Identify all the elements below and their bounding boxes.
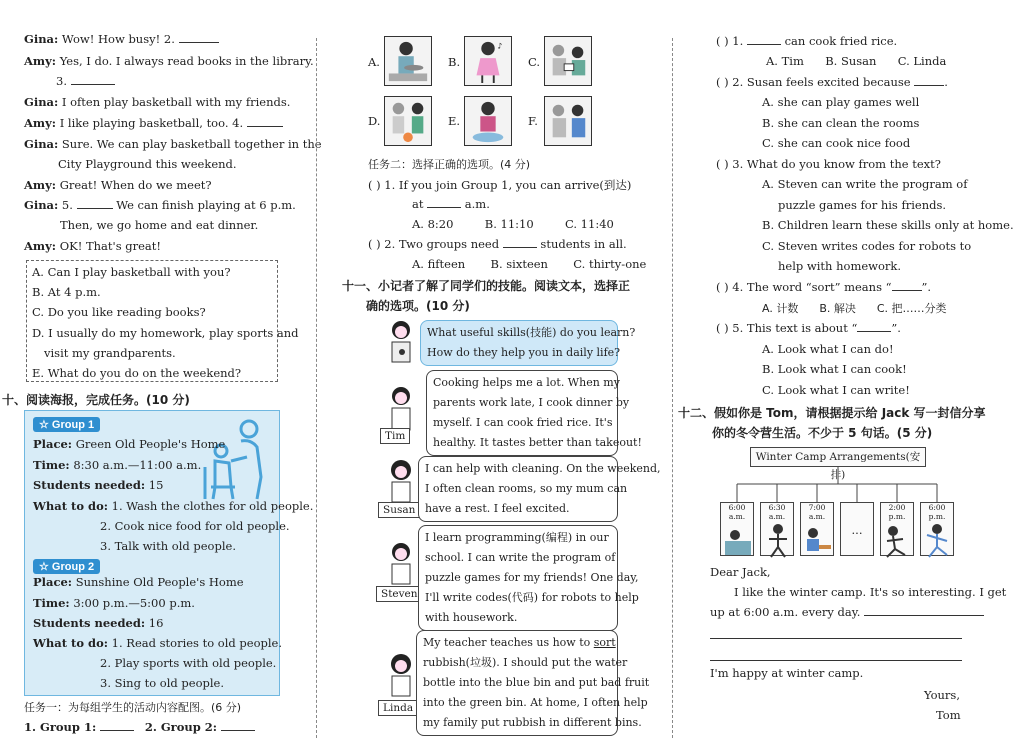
breakfast-icon bbox=[801, 521, 835, 561]
letter-signature: Tom bbox=[936, 708, 961, 722]
susan-line: I often clean rooms, so my mum can bbox=[425, 482, 628, 495]
answer-blank-2[interactable] bbox=[179, 42, 219, 43]
group-1-badge bbox=[33, 417, 100, 432]
option[interactable]: B. sixteen bbox=[490, 257, 548, 271]
answer-blank-group-2[interactable] bbox=[221, 730, 255, 731]
star-icon: ☆ bbox=[39, 419, 52, 431]
tim-line: healthy. It tastes better than takeout! bbox=[433, 436, 642, 449]
picture-c[interactable] bbox=[544, 36, 592, 86]
option-cont: puzzle games for his friends. bbox=[778, 198, 947, 212]
q2: ( ) 2. Susan feels excited because . bbox=[716, 75, 948, 89]
writing-line[interactable] bbox=[710, 660, 962, 661]
label: Place: bbox=[33, 575, 73, 589]
tim-line: parents work late, I cook dinner by bbox=[433, 396, 630, 409]
label: What to do: bbox=[33, 499, 108, 513]
q3 bbox=[716, 157, 941, 171]
group-2-todo bbox=[33, 636, 282, 650]
label: Time: bbox=[33, 596, 70, 610]
group-2-place bbox=[33, 575, 244, 589]
option[interactable]: C. 把……分类 bbox=[876, 302, 947, 315]
label: Time: bbox=[33, 458, 70, 472]
value: 15 bbox=[148, 478, 164, 492]
label: What to do: bbox=[33, 636, 108, 650]
susan-bubble bbox=[418, 456, 661, 522]
reporter-avatar bbox=[382, 318, 420, 368]
task-1-title: 任务一：为每组学生的活动内容配图。(6 分) bbox=[24, 701, 242, 714]
todo-item: 3. Talk with old people. bbox=[100, 539, 236, 553]
answer-paren[interactable]: ( ) bbox=[368, 237, 381, 251]
dialogue-text: OK! That's great! bbox=[59, 239, 162, 253]
speaker: Amy: bbox=[24, 116, 57, 130]
option[interactable]: A. Steven can write the program of bbox=[762, 177, 968, 191]
picture-a[interactable] bbox=[384, 36, 432, 86]
q4 bbox=[716, 280, 931, 294]
dialogue-text: I often play basketball with my friends. bbox=[61, 95, 291, 109]
option-e: E. What do you do on the weekend? bbox=[32, 366, 242, 380]
option[interactable]: C. Steven writes codes for robots to bbox=[762, 239, 972, 253]
group-1-todo bbox=[33, 499, 313, 513]
option-c: C. Do you like reading books? bbox=[32, 305, 206, 319]
question-text: at bbox=[412, 197, 424, 211]
task2-q1-cont bbox=[412, 197, 490, 211]
susan-avatar bbox=[382, 458, 420, 508]
pic-label-e: E. bbox=[448, 114, 461, 128]
time-label: 7:00 a.m. bbox=[808, 503, 826, 521]
option[interactable]: A. Tim bbox=[766, 54, 804, 68]
question-text: can cook fried rice. bbox=[784, 34, 898, 48]
q1-options bbox=[766, 54, 946, 68]
question-text: ”. bbox=[891, 321, 901, 335]
underlined-word-sort: sort bbox=[593, 636, 616, 649]
pic-label-b: B. bbox=[448, 55, 461, 69]
option[interactable]: A. 8:20 bbox=[412, 217, 454, 231]
right-column bbox=[676, 0, 1014, 744]
answer-blank[interactable] bbox=[914, 85, 944, 86]
group-2-time bbox=[33, 596, 195, 610]
dancing-icon bbox=[921, 521, 955, 561]
pic-label-c: C. bbox=[528, 55, 541, 69]
value: 3:00 p.m.—5:00 p.m. bbox=[73, 596, 195, 610]
picture-f[interactable] bbox=[544, 96, 592, 146]
option[interactable]: B. Look what I can cook! bbox=[762, 362, 907, 376]
option[interactable]: B. Children learn these skills only at home. bbox=[762, 218, 1014, 232]
speaker: Gina: bbox=[24, 95, 59, 109]
letter-greeting: Dear Jack, bbox=[710, 565, 771, 579]
steven-line: with housework. bbox=[425, 611, 518, 624]
todo-item: 1. Wash the clothes for old people. bbox=[111, 499, 314, 513]
wake-up-icon bbox=[721, 521, 755, 561]
cooking-icon bbox=[385, 37, 431, 85]
column-divider bbox=[672, 38, 673, 738]
time-label: 6:30 a.m. bbox=[768, 503, 786, 521]
question-text: ”. bbox=[921, 280, 932, 294]
group-2-needed bbox=[33, 616, 163, 630]
letter-line-2 bbox=[710, 605, 984, 619]
option[interactable]: C. she can cook nice food bbox=[762, 136, 911, 150]
camp-tree-lines bbox=[716, 466, 956, 502]
answer-blank-3[interactable] bbox=[71, 84, 115, 85]
dialogue-text: Yes, I do. I always read books in the library. bbox=[59, 54, 314, 68]
schedule-card-2 bbox=[760, 502, 794, 556]
answer-paren[interactable]: ( ) bbox=[716, 157, 729, 171]
dialogue-line-9 bbox=[24, 239, 161, 253]
susan-line: I can help with cleaning. On the weekend, bbox=[425, 462, 661, 475]
value: Green Old People's Home bbox=[75, 437, 226, 451]
linda-bubble bbox=[416, 630, 650, 736]
answer-blank[interactable] bbox=[747, 44, 781, 45]
reporter-question-1: What useful skills(技能) do you learn? bbox=[427, 326, 636, 339]
todo-item: 1. Read stories to old people. bbox=[111, 636, 283, 650]
option[interactable]: B. 11:10 bbox=[484, 217, 534, 231]
question-text: a.m. bbox=[464, 197, 490, 211]
steven-line: puzzle games for my friends! One day, bbox=[425, 571, 639, 584]
group-1-place bbox=[33, 437, 225, 451]
dialogue-text: Great! When do we meet? bbox=[59, 178, 212, 192]
tim-line: Cooking helps me a lot. When my bbox=[433, 376, 620, 389]
reading-icon bbox=[545, 37, 591, 85]
steven-bubble bbox=[418, 525, 639, 631]
label: Place: bbox=[33, 437, 73, 451]
option[interactable]: A. 计数 bbox=[762, 302, 799, 315]
dialogue-text-cont: City Playground this weekend. bbox=[58, 157, 237, 171]
speaker: Gina: bbox=[24, 198, 59, 212]
dialogue-line-8 bbox=[24, 198, 296, 212]
writing-line[interactable] bbox=[710, 638, 962, 639]
dialogue-line-6 bbox=[24, 137, 322, 151]
skating-icon bbox=[881, 521, 915, 561]
steven-line: I'll write codes(代码) for robots to help bbox=[425, 591, 639, 604]
picture-d[interactable] bbox=[384, 96, 432, 146]
group-1-name: Group 1 bbox=[51, 419, 95, 431]
dialogue-text: Sure. We can play basketball together in the bbox=[61, 137, 322, 151]
steven-nametag: Steven bbox=[376, 586, 423, 602]
task-1-q2: 2. Group 2: bbox=[144, 720, 218, 734]
answer-blank-4[interactable] bbox=[247, 126, 283, 127]
linda-line bbox=[423, 633, 616, 653]
schedule-card-6 bbox=[920, 502, 954, 556]
steven-line: school. I can write the program of bbox=[425, 551, 616, 564]
task2-q2-options bbox=[412, 257, 646, 271]
label: Students needed: bbox=[33, 478, 146, 492]
reporter-question-2: How do they help you in daily life? bbox=[427, 346, 621, 359]
option[interactable]: C. thirty-one bbox=[573, 257, 647, 271]
option[interactable]: A. fifteen bbox=[412, 257, 466, 271]
dialogue-text: Wow! How busy! 2. bbox=[61, 32, 175, 46]
answer-blank[interactable] bbox=[892, 290, 922, 291]
tim-nametag: Tim bbox=[380, 428, 410, 444]
dialogue-line-7 bbox=[24, 178, 212, 192]
exercise-icon bbox=[761, 521, 795, 561]
camp-arrangements-title: Winter Camp Arrangements(安排) bbox=[750, 447, 926, 467]
pic-label-f: F. bbox=[528, 114, 538, 128]
section-10-title: 十、阅读海报，完成任务。(10 分) bbox=[2, 393, 190, 407]
dialogue-text: I like playing basketball, too. 4. bbox=[59, 116, 244, 130]
svg-text:♪: ♪ bbox=[497, 41, 503, 51]
talking-icon bbox=[545, 97, 591, 145]
letter-closing-line: I'm happy at winter camp. bbox=[710, 666, 864, 680]
column-divider bbox=[316, 38, 317, 738]
question-text: 3. What do you know from the text? bbox=[732, 157, 941, 171]
answer-blank-group-1[interactable] bbox=[100, 730, 134, 731]
task-2-title: 任务二：选择正确的选项。(4 分) bbox=[368, 158, 531, 171]
schedule-card-1 bbox=[720, 502, 754, 556]
task2-q1-options bbox=[412, 217, 614, 231]
dialogue-line-3 bbox=[56, 74, 115, 88]
option[interactable]: B. she can clean the rooms bbox=[762, 116, 920, 130]
answer-blank[interactable] bbox=[857, 331, 891, 332]
value: Sunshine Old People's Home bbox=[75, 575, 244, 589]
task-1-answers bbox=[24, 720, 255, 734]
question-text: 2. Two groups need bbox=[384, 237, 500, 251]
value: 16 bbox=[148, 616, 164, 630]
schedule-card-ellipsis: ... bbox=[840, 502, 874, 556]
volunteer-poster bbox=[24, 410, 314, 696]
todo-item: 2. Cook nice food for old people. bbox=[100, 519, 290, 533]
group-1-needed bbox=[33, 478, 163, 492]
option-a: A. Can I play basketball with you? bbox=[32, 265, 231, 279]
task2-q1 bbox=[368, 177, 631, 193]
letter-line-1: I like the winter camp. It's so interesting. I get bbox=[734, 585, 1007, 599]
option[interactable]: C. 11:40 bbox=[564, 217, 614, 231]
task-1-q1: 1. Group 1: bbox=[24, 720, 97, 734]
answer-paren[interactable]: ( ) bbox=[716, 321, 729, 335]
answer-blank[interactable] bbox=[427, 207, 461, 208]
middle-column bbox=[318, 0, 668, 744]
answer-paren[interactable]: ( ) bbox=[368, 178, 381, 192]
pic-label-a: A. bbox=[368, 55, 380, 69]
dialogue-line-2 bbox=[24, 54, 314, 68]
answer-blank[interactable] bbox=[503, 247, 537, 248]
pic-label-d: D. bbox=[368, 114, 381, 128]
left-column bbox=[0, 0, 322, 744]
picture-e[interactable] bbox=[464, 96, 512, 146]
section-11-title: 十一、小记者了解了同学们的技能。阅读文本，选择正 bbox=[342, 279, 631, 293]
question-text: 4. The word “sort” means “ bbox=[732, 280, 892, 294]
text: My teacher teaches us how to bbox=[423, 636, 591, 649]
letter-yours: Yours, bbox=[924, 688, 960, 702]
sports-icon bbox=[385, 97, 431, 145]
value: 8:30 a.m.—11:00 a.m. bbox=[73, 458, 202, 472]
steven-line: I learn programming(编程) in our bbox=[425, 531, 609, 544]
option-d: D. I usually do my homework, play sports and bbox=[32, 326, 299, 340]
time-label: 6:00 a.m. bbox=[728, 503, 746, 521]
susan-line: have a rest. I feel excited. bbox=[425, 502, 570, 515]
todo-item: 2. Play sports with old people. bbox=[100, 656, 277, 670]
option-d-cont: visit my grandparents. bbox=[44, 346, 176, 360]
linda-line: rubbish(垃圾). I should put the water bbox=[423, 656, 628, 669]
question-text: 2. Susan feels excited because bbox=[732, 75, 911, 89]
q5 bbox=[716, 321, 901, 335]
linda-line: my family put rubbish in different bins. bbox=[423, 716, 642, 729]
answer-paren[interactable]: ( ) bbox=[716, 280, 729, 294]
answer-paren[interactable]: ( ) bbox=[716, 75, 729, 89]
speaker: Gina: bbox=[24, 32, 59, 46]
reporter-bubble bbox=[420, 320, 636, 366]
elder-care-icon bbox=[201, 417, 275, 501]
dialogue-line-4 bbox=[24, 95, 290, 109]
susan-nametag: Susan bbox=[378, 502, 420, 518]
dialogue-text: 5. bbox=[61, 198, 73, 212]
schedule-card-5 bbox=[880, 502, 914, 556]
dialogue-text: We can finish playing at 6 p.m. bbox=[116, 198, 296, 212]
option[interactable]: B. Susan bbox=[825, 54, 877, 68]
option-cont: help with homework. bbox=[778, 259, 902, 273]
label: Students needed: bbox=[33, 616, 146, 630]
speaker: Amy: bbox=[24, 178, 57, 192]
section-11-title-cont: 确的选项。(10 分) bbox=[366, 299, 470, 313]
speaker: Amy: bbox=[24, 54, 57, 68]
time-label: 2:00 p.m. bbox=[888, 503, 906, 521]
q4-options bbox=[762, 300, 947, 316]
task2-q2 bbox=[368, 237, 627, 251]
linda-nametag: Linda bbox=[378, 700, 418, 716]
option[interactable]: A. she can play games well bbox=[762, 95, 920, 109]
tim-avatar bbox=[382, 384, 420, 434]
answer-paren[interactable]: ( ) bbox=[716, 34, 729, 48]
star-icon: ☆ bbox=[39, 561, 52, 573]
writing-line[interactable] bbox=[864, 615, 984, 616]
tim-bubble bbox=[426, 370, 642, 456]
group-2-name: Group 2 bbox=[51, 561, 95, 573]
group-2-badge bbox=[33, 559, 100, 574]
q1 bbox=[716, 34, 897, 48]
todo-item: 3. Sing to old people. bbox=[100, 676, 225, 690]
time-label: 6:00 p.m. bbox=[928, 503, 946, 521]
picture-b[interactable] bbox=[464, 36, 512, 86]
option[interactable]: B. 解决 bbox=[819, 302, 856, 315]
linda-line: bottle into the blue bin and put bad fruit bbox=[423, 676, 650, 689]
washing-icon bbox=[465, 97, 511, 145]
question-text: 5. This text is about “ bbox=[732, 321, 858, 335]
option[interactable]: C. Linda bbox=[897, 54, 947, 68]
question-text: 1. bbox=[732, 34, 744, 48]
option[interactable]: C. Look what I can write! bbox=[762, 383, 910, 397]
option[interactable]: A. Look what I can do! bbox=[762, 342, 894, 356]
option-b: B. At 4 p.m. bbox=[32, 285, 101, 299]
singing-icon bbox=[465, 37, 511, 85]
dialogue-text-cont: Then, we go home and eat dinner. bbox=[60, 218, 259, 232]
speaker: Gina: bbox=[24, 137, 59, 151]
answer-blank-5[interactable] bbox=[77, 208, 113, 209]
dialogue-line-5 bbox=[24, 116, 283, 130]
schedule-card-3 bbox=[800, 502, 834, 556]
group-1-time bbox=[33, 458, 201, 472]
dialogue-text: 3. bbox=[56, 74, 67, 88]
steven-avatar bbox=[382, 540, 420, 590]
tim-line: myself. I can cook fried rice. It's bbox=[433, 416, 613, 429]
linda-line: into the green bin. At home, I often help bbox=[423, 696, 648, 709]
letter-text: up at 6:00 a.m. every day. bbox=[710, 605, 861, 619]
linda-avatar bbox=[382, 652, 420, 702]
section-12-title: 十二、假如你是 Tom，请根据提示给 Jack 写一封信分享 bbox=[678, 406, 986, 420]
question-text: 1. If you join Group 1, you can arrive(到达) bbox=[384, 178, 632, 192]
dialogue-line-1 bbox=[24, 32, 219, 46]
question-text: students in all. bbox=[540, 237, 627, 251]
section-12-title-cont: 你的冬令营生活。不少于 5 句话。(5 分) bbox=[712, 426, 933, 440]
speaker: Amy: bbox=[24, 239, 57, 253]
